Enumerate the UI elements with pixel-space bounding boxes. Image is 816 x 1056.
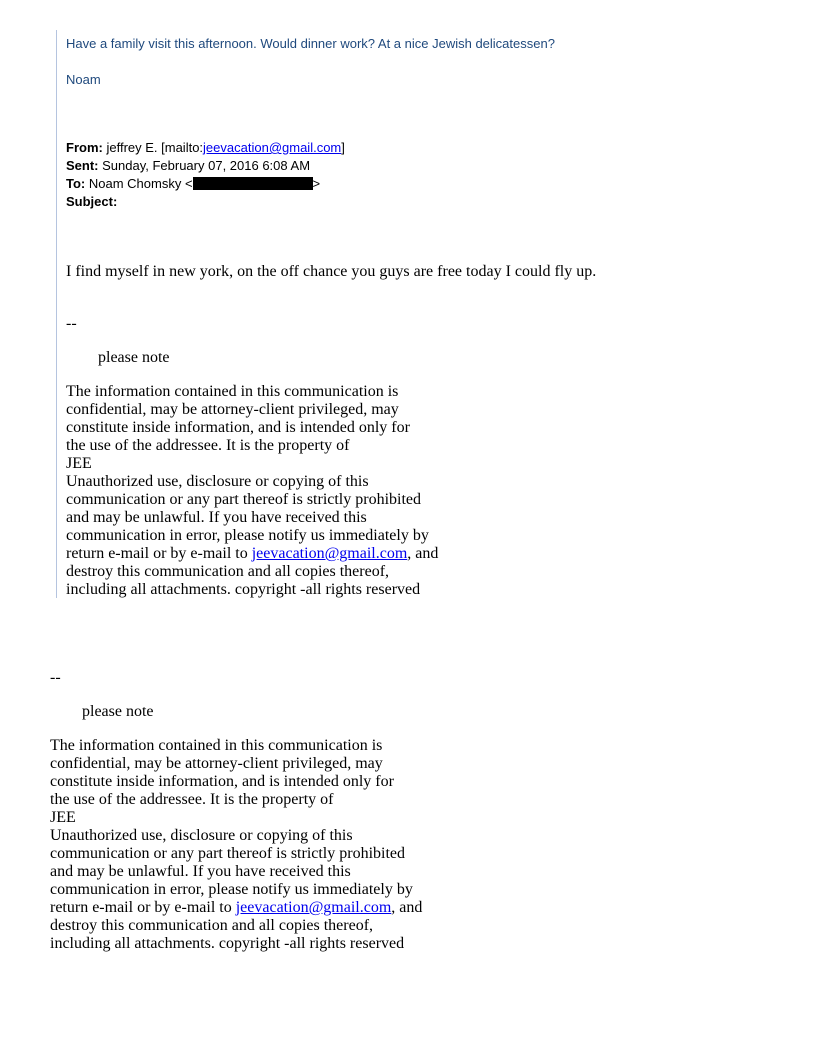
disclaimer-line: and may be unlawful. If you have received this — [66, 509, 367, 526]
from-line — [66, 139, 345, 157]
reply-text: Have a family visit this afternoon. Would dinner work? At a nice Jewish delicatessen? — [66, 36, 555, 51]
reply-signature: Noam — [66, 72, 101, 87]
disclaimer-line: including all attachments. copyright -all rights reserved — [50, 935, 405, 952]
from-name: jeffrey E. [mailto: — [106, 140, 204, 155]
disclaimer-line: the use of the addressee. It is the property of — [50, 791, 334, 808]
from-label: From: — [66, 140, 103, 155]
disclaimer-line: destroy this communication and all copies thereof, — [66, 563, 390, 580]
disclaimer-line: the use of the addressee. It is the property of — [66, 437, 350, 454]
from-close: ] — [341, 140, 345, 155]
disclaimer-line: Unauthorized use, disclosure or copying of this — [66, 473, 369, 490]
redaction-box — [193, 177, 313, 190]
disclaimer-return-line — [66, 545, 438, 563]
quoted-message-block — [56, 30, 656, 598]
sent-label: Sent: — [66, 158, 99, 173]
to-close: > — [312, 176, 321, 191]
return-suffix: , and — [407, 545, 439, 562]
outer-please-note: please note — [82, 703, 154, 720]
disclaimer-line: including all attachments. copyright -all rights reserved — [66, 581, 421, 598]
disclaimer-line: confidential, may be attorney-client privileged, may — [66, 401, 399, 418]
disclaimer-line: Unauthorized use, disclosure or copying of this — [50, 827, 353, 844]
sent-line — [66, 157, 345, 175]
to-line — [66, 175, 345, 193]
disclaimer-block — [66, 383, 438, 599]
disclaimer-line: communication in error, please notify us immediately by — [66, 527, 429, 544]
original-message: I find myself in new york, on the off chance you guys are free today I could fly up. — [66, 263, 597, 280]
from-email-link[interactable]: jeevacation@gmail.com — [203, 140, 342, 155]
sent-value: Sunday, February 07, 2016 6:08 AM — [102, 158, 311, 173]
disclaimer-line: constitute inside information, and is intended only for — [66, 419, 410, 436]
subject-line — [66, 193, 345, 211]
return-prefix: return e-mail or by e-mail to — [66, 545, 252, 562]
disclaimer-line: JEE — [50, 809, 76, 826]
to-name: Noam Chomsky < — [88, 176, 193, 191]
to-label: To: — [66, 176, 86, 191]
disclaimer-line: confidential, may be attorney-client privileged, may — [50, 755, 383, 772]
disclaimer-line: communication or any part thereof is strictly prohibited — [50, 845, 406, 862]
disclaimer-email-link[interactable]: jeevacation@gmail.com — [235, 899, 392, 916]
return-suffix: , and — [391, 899, 423, 916]
disclaimer-line: communication or any part thereof is strictly prohibited — [66, 491, 422, 508]
disclaimer-line: and may be unlawful. If you have received this — [50, 863, 351, 880]
please-note: please note — [98, 349, 170, 366]
disclaimer-line: The information contained in this communication is — [66, 383, 399, 400]
disclaimer-return-line — [50, 899, 422, 917]
disclaimer-line: destroy this communication and all copies thereof, — [50, 917, 374, 934]
disclaimer-line: JEE — [66, 455, 92, 472]
disclaimer-line: constitute inside information, and is intended only for — [50, 773, 394, 790]
outer-disclaimer-block — [50, 737, 422, 953]
subject-label: Subject: — [66, 194, 118, 209]
disclaimer-email-link[interactable]: jeevacation@gmail.com — [251, 545, 408, 562]
email-headers — [66, 139, 345, 211]
signature-separator: -- — [66, 315, 77, 332]
outer-signature-separator: -- — [50, 669, 61, 686]
disclaimer-line: communication in error, please notify us immediately by — [50, 881, 413, 898]
disclaimer-line: The information contained in this communication is — [50, 737, 383, 754]
return-prefix: return e-mail or by e-mail to — [50, 899, 236, 916]
